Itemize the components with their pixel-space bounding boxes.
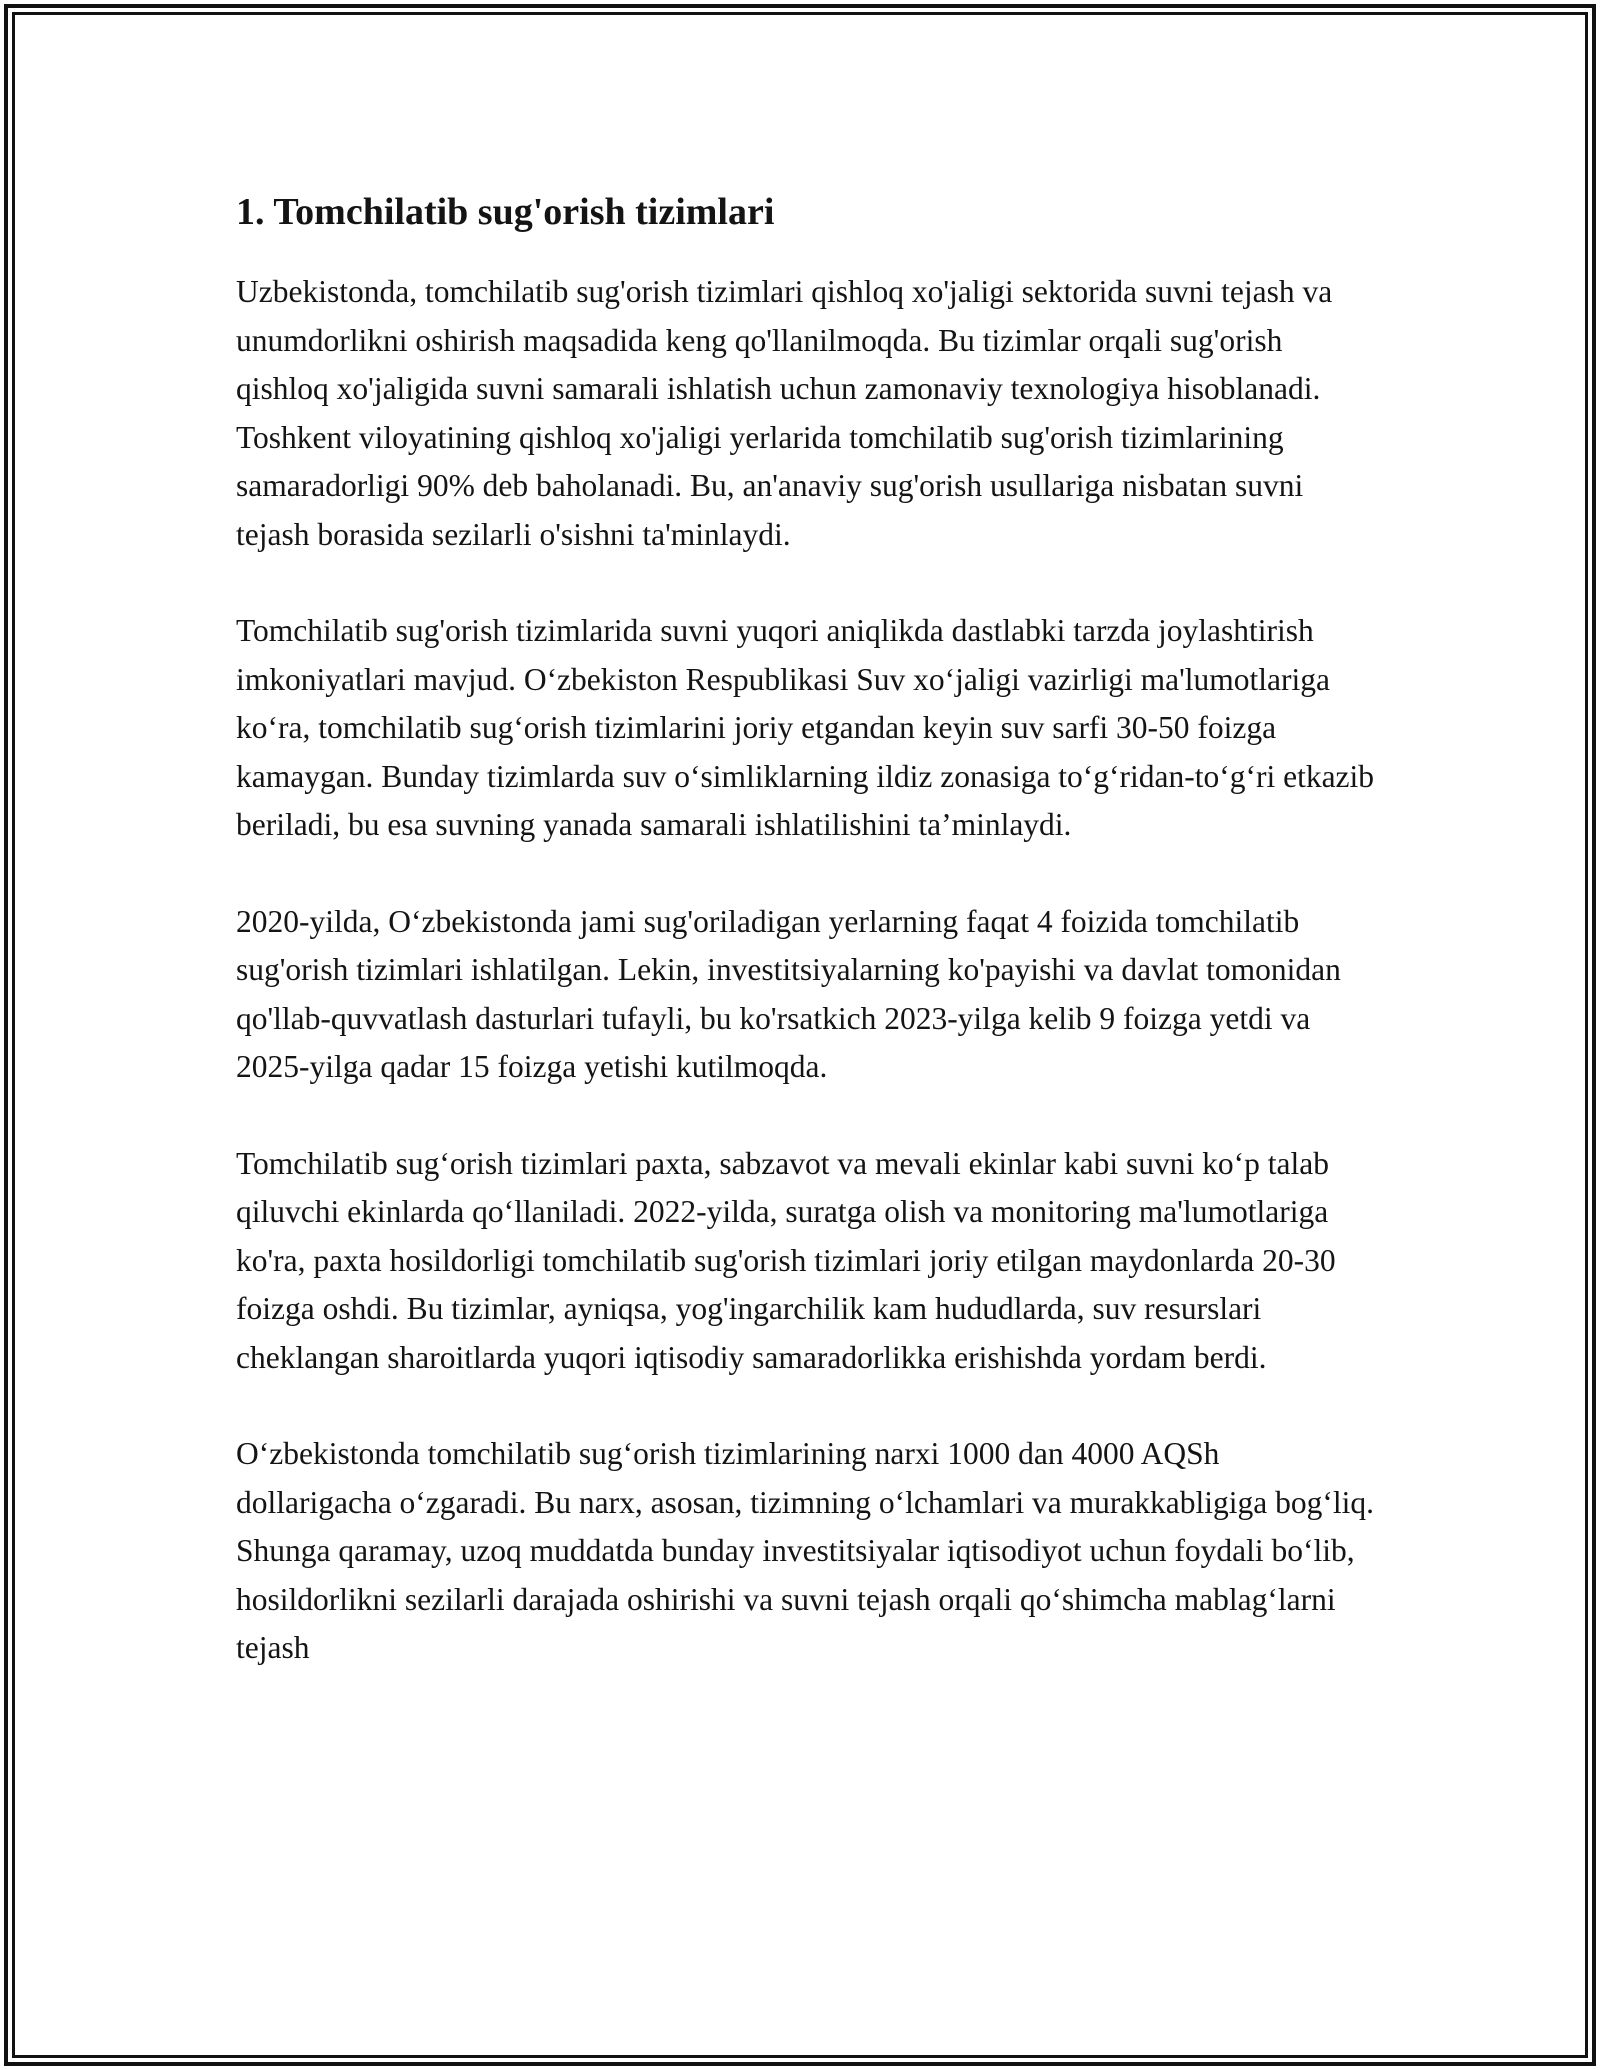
- paragraph-4: Tomchilatib sug‘orish tizimlari paxta, sabzavot va mevali ekinlar kabi suvni ko‘p talab qiluvchi ekinlarda qo‘llaniladi. 2022-yilda, suratga olish va monitoring ma'lumotlariga ko'ra, paxta hosildorligi tomchilatib sug'orish tizimlari joriy etilgan maydonlarda 20-30 foizga oshdi. Bu tizimlar, ayniqsa, yog'ingarchilik kam hududlarda, suv resurslari cheklangan sharoitlarda yuqori iqtisodiy samaradorlikka erishishda yordam berdi.: [236, 1145, 1336, 1375]
- document-body: [236, 188, 1376, 1721]
- paragraph-5: O‘zbekistonda tomchilatib sug‘orish tizimlarining narxi 1000 dan 4000 AQSh dollarigacha o‘zgaradi. Bu narx, asosan, tizimning o‘lchamlari va murakkabligiga bog‘liq. Shunga qaramay, uzoq muddatda bunday investitsiyalar iqtisodiyot uchun foydali bo‘lib, hosildorlikni sezilarli darajada oshirishi va suvni tejash orqali qo‘shimcha mablag‘larni tejash: [236, 1436, 1375, 1665]
- paragraph-2: Tomchilatib sug'orish tizimlarida suvni yuqori aniqlikda dastlabki tarzda joylashtirish imkoniyatlari mavjud. O‘zbekiston Respublikasi Suv xo‘jaligi vazirligi ma'lumotlariga ko‘ra, tomchilatib sug‘orish tizimlarini joriy etgandan keyin suv sarfi 30-50 foizga kamaygan. Bunday tizimlarda suv o‘simliklarning ildiz zonasiga to‘g‘ridan-to‘g‘ri etkazib beriladi, bu esa suvning yanada samarali ishlatilishini ta’minlaydi.: [236, 613, 1375, 842]
- paragraph-1: Uzbekistonda, tomchilatib sug'orish tizimlari qishloq xo'jaligi sektorida suvni tejash va unumdorlikni oshirish maqsadida keng qo'llanilmoqda. Bu tizimlar orqali sug'orish qishloq xo'jaligida suvni samarali ishlatish uchun zamonaviy texnologiya hisoblanadi. Toshkent viloyatining qishloq xo'jaligi yerlarida tomchilatib sug'orish tizimlarining samaradorligi 90% deb baholanadi. Bu, an'anaviy sug'orish usullariga nisbatan suvni tejash borasida sezilarli o'sishni ta'minlaydi.: [236, 274, 1333, 552]
- section-heading: 1. Tomchilatib sug'orish tizimlari: [236, 191, 775, 233]
- paragraph-3: 2020-yilda, O‘zbekistonda jami sug'oriladigan yerlarning faqat 4 foizida tomchilatib sug'orish tizimlari ishlatilgan. Lekin, investitsiyalarning ko'payishi va davlat tomonidan qo'llab-quvvatlash dasturlari tufayli, bu ko'rsatkich 2023-yilga kelib 9 foizga yetdi va 2025-yilga qadar 15 foizga yetishi kutilmoqda.: [236, 903, 1341, 1084]
